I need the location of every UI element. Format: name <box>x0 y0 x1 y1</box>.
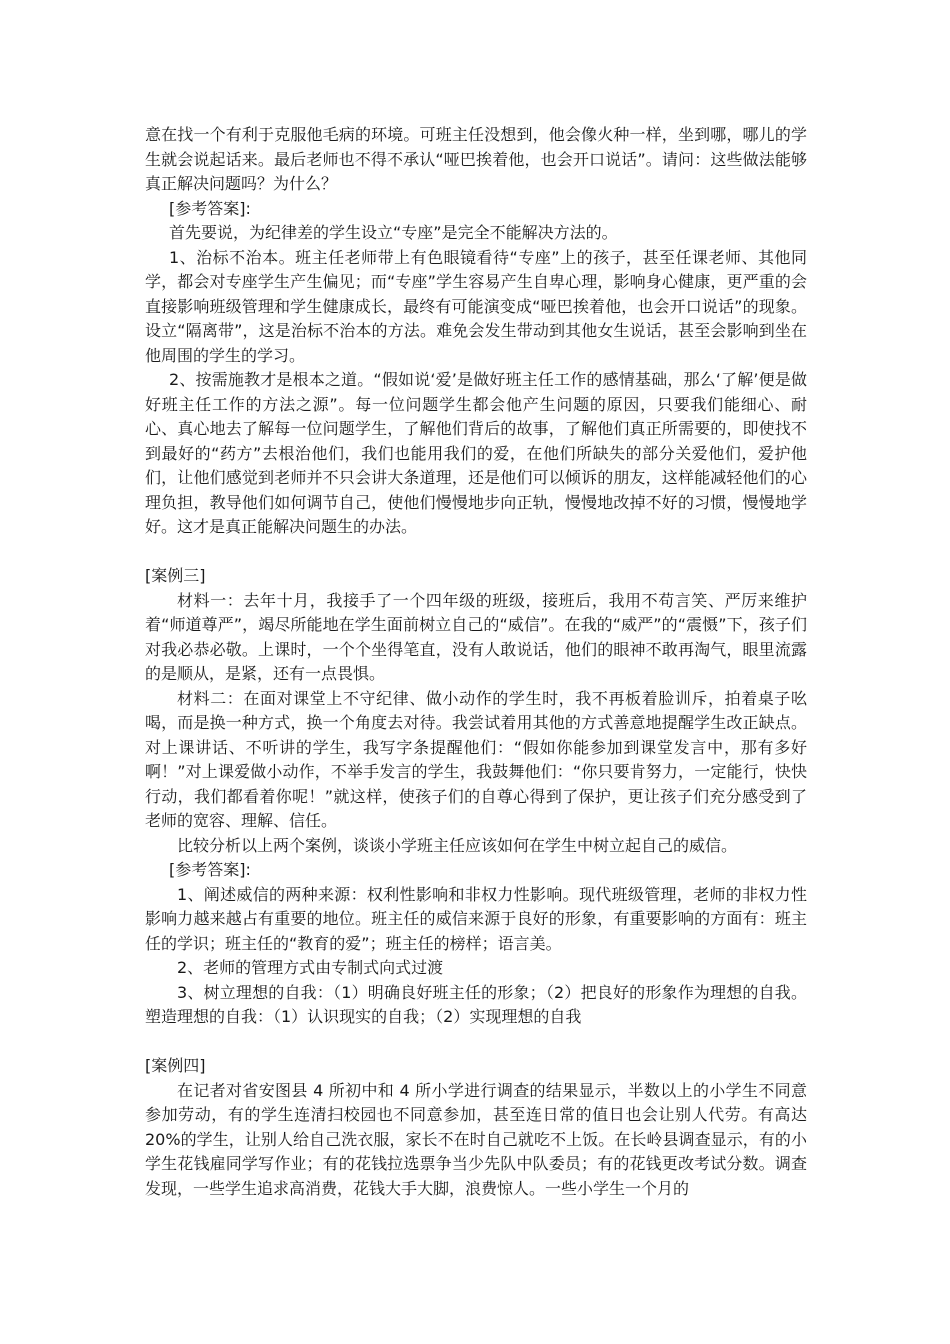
material-two: 材料二：在面对课堂上不守纪律、做小动作的学生时，我不再板着脸训斥，拍着桌子吆喝，而是换一种方式，换一个角度去对待。我尝试着用其他的方式善意地提醒学生改正缺点。对上课讲话、不听讲的学生，我写字条提醒他们：“假如你能参加到课堂发言中，那有多好啊！”对上课爱做小动作，不举手发言的学生，我鼓舞他们：“你只要肯努力，一定能行，快快行动，我们都看着你呢！”就这样，使孩子们的自尊心得到了保护，更让孩子们充分感受到了老师的宽容、理解、信任。 <box>145 688 807 830</box>
material-one: 材料一：去年十月，我接手了一个四年级的班级，接班后，我用不苟言笑、严厉来维护着“师道尊严”，竭尽所能地在学生面前树立自己的“威信”。在我的“威严”的“震慑”下，孩子们对我必恭必敬。上课时，一个个坐得笔直，没有人敢说话，他们的眼神不敢再淘气，眼里流露的是顺从，是紧，还有一点畏惧。 <box>145 590 807 683</box>
answer-point-2: 2、按需施教才是根本之道。“假如说‘爱’是做好班主任工作的感情基础，那么‘了解’便是做好班主任工作的方法之源”。每一位问题学生都会他产生问题的原因，只要我们能细心、耐心、真心地去了解每一位问题学生，了解他们背后的故事，了解他们真正所需要的，即使找不到最好的“药方”去根治他们，我们也能用我们的爱，在他们所缺失的部分关爱他们，爱护他们，让他们感觉到老师并不只会讲大条道理，还是他们可以倾诉的朋友，这样能减轻他们的心理负担，教导他们如何调节自己，使他们慢慢地步向正轨，慢慢地改掉不好的习惯，慢慢地学好。这才是真正能解决问题生的办法。 <box>145 370 807 536</box>
reference-answer-label: [参考答案]: <box>169 198 251 218</box>
answer-point-2: 2、老师的管理方式由专制式向式过渡 <box>177 958 444 977</box>
answer-point-1: 1、阐述威信的两种来源：权利性影响和非权力性影响。现代班级管理，老师的非权力性影响力越来越占有重要的地位。班主任的威信来源于良好的形象，有重要影响的方面有：班主任的学识；班主任的“教育的爱”；班主任的榜样；语言美。 <box>145 884 807 953</box>
blank-line <box>145 540 807 565</box>
case-four-heading: [案例四] <box>145 1056 206 1075</box>
paragraph-case-two-end: 意在找一个有利于克服他毛病的环境。可班主任没想到，他会像火种一样，坐到哪，哪儿的学生就会说起话来。最后老师也不得不承认“哑巴挨着他，也会开口说话”。请问：这些做法能够真正解决问题吗？为什么？ <box>145 125 807 193</box>
reference-answer-label: [参考答案]: <box>169 860 251 879</box>
case-three-question: 比较分析以上两个案例，谈谈小学班主任应该如何在学生中树立起自己的威信。 <box>177 835 738 855</box>
answer-point-3: 3、树立理想的自我：（1）明确良好班主任的形象；（2）把良好的形象作为理想的自我。塑造理想的自我：（1）认识现实的自我；（2）实现理想的自我 <box>145 982 807 1026</box>
case-four-paragraph: 在记者对省安图县 4 所初中和 4 所小学进行调查的结果显示，半数以上的小学生不同意参加劳动，有的学生连清扫校园也不同意参加，甚至连日常的值日也会让别人代劳。有高达 20%的学生，让别人给自己洗衣服，家长不在时自己就吃不上饭。在长岭县调查显示，有的小学生花钱雇同学写作业；有的花钱拉选票争当少先队中队委员；有的花钱更改考试分数。调查发现，一些学生追求高消费，花钱大手大脚，浪费惊人。一些小学生一个月的 <box>145 1080 807 1198</box>
answer-point-1: 1、治标不治本。班主任老师带上有色眼镜看待“专座”上的孩子，甚至任课老师、其他同学，都会对专座学生产生偏见；而“专座”学生容易产生自卑心理，影响身心健康，更严重的会直接影响班级管理和学生健康成长，最终有可能演变成“哑巴挨着他，也会开口说话”的现象。设立“隔离带”，这是治标不治本的方法。难免会发生带动到其他女生说话，甚至会影响到坐在他周围的学生的学习。 <box>145 247 807 365</box>
blank-line <box>145 1030 807 1055</box>
answer-intro: 首先要说，为纪律差的学生设立“专座”是完全不能解决方法的。 <box>169 223 618 242</box>
document-page <box>145 123 807 1201</box>
case-three-heading: [案例三] <box>145 566 206 585</box>
